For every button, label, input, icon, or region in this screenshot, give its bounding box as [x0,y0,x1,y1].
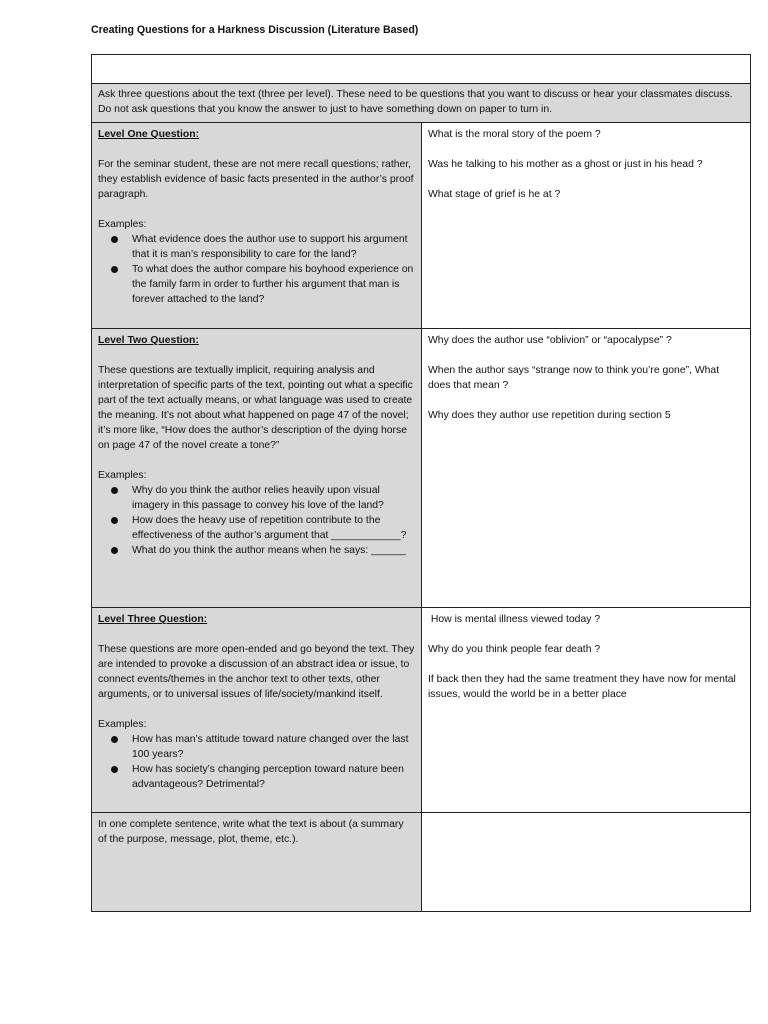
bullet-icon [111,266,118,273]
level-one-row [92,123,751,329]
level-one-prompt [92,123,422,329]
list-item [132,543,415,558]
level-three-answers[interactable] [422,608,751,813]
level-three-answer-2: Why do you think people fear death ? [428,644,601,655]
example-text: How has society’s changing perception toward nature been advantageous? Detrimental? [132,764,404,790]
level-two-answer-1: Why does the author use “oblivion” or “apocalypse” ? [428,335,672,346]
bullet-icon [111,547,118,554]
list-item [132,262,415,307]
level-three-answer-1: How is mental illness viewed today ? [428,614,601,625]
bullet-icon [111,736,118,743]
level-one-examples [98,232,415,307]
example-text: What do you think the author means when he says: ______ [132,545,406,556]
level-two-heading: Level Two Question: [98,335,199,346]
summary-answer[interactable] [422,813,751,912]
bullet-icon [111,236,118,243]
level-two-answer-3: Why does they author use repetition during section 5 [428,410,671,421]
summary-row [92,813,751,912]
bullet-icon [111,487,118,494]
level-two-examples-label: Examples: [98,470,147,481]
list-item [132,513,415,543]
example-text: To what does the author compare his boyhood experience on the family farm in order to further his argument that man is forever attached to the land? [132,264,414,305]
name-field[interactable] [92,55,751,84]
example-text: What evidence does the author use to support his argument that it is man’s responsibility to care for the land? [132,234,408,260]
level-three-prompt [92,608,422,813]
level-three-examples-label: Examples: [98,719,147,730]
level-one-examples-label: Examples: [98,219,147,230]
level-two-examples [98,483,415,558]
list-item [132,762,415,792]
level-one-heading: Level One Question: [98,129,200,140]
list-item [132,483,415,513]
level-one-answer-1: What is the moral story of the poem ? [428,129,601,140]
level-three-examples [98,732,415,792]
example-text: How has man’s attitude toward nature changed over the last 100 years? [132,734,409,760]
level-two-description: These questions are textually implicit, requiring analysis and interpretation of specific parts of the text, pointing out what a specific part of the text actually means, or what language was used to create the meaning. It’s not about what happened on page 47 of the novel; it’s more like, “How does the author’s description of the dying horse on page 47 of the novel create a tone?” [98,365,413,451]
level-three-heading: Level Three Question: [98,614,208,625]
level-two-answer-2: When the author says “strange now to think you’re gone”, What does that mean ? [428,365,720,391]
level-two-answers[interactable] [422,329,751,608]
level-three-row [92,608,751,813]
level-one-answers[interactable] [422,123,751,329]
level-two-prompt [92,329,422,608]
summary-prompt: In one complete sentence, write what the text is about (a summary of the purpose, message, plot, theme, etc.). [92,813,422,912]
list-item [132,732,415,762]
example-text: How does the heavy use of repetition contribute to the effectiveness of the author’s argument that ____________? [132,515,407,541]
instructions-row [92,84,751,123]
name-row [92,55,751,84]
example-text: Why do you think the author relies heavily upon visual imagery in this passage to convey his love of the land? [132,485,384,511]
list-item [132,232,415,262]
level-one-answer-3: What stage of grief is he at ? [428,189,561,200]
level-three-description: These questions are more open-ended and go beyond the text. They are intended to provoke a discussion of an abstract idea or issue, to connect events/themes in the anchor text to other texts, other arguments, or to universal issues of life/society/mankind itself. [98,644,415,700]
level-three-answer-3: If back then they had the same treatment they have now for mental issues, would the world be in a better place [428,674,736,700]
instructions-text: Ask three questions about the text (three per level). These need to be questions that you want to discuss or hear your classmates discuss. Do not ask questions that you know the answer to just to have something down on paper to turn in. [92,84,751,123]
level-two-row [92,329,751,608]
level-one-answer-2: Was he talking to his mother as a ghost or just in his head ? [428,159,703,170]
bullet-icon [111,766,118,773]
question-worksheet [91,54,751,912]
level-one-description: For the seminar student, these are not mere recall questions; rather, they establish evidence of basic facts presented in the author’s proof paragraph. [98,159,414,200]
bullet-icon [111,517,118,524]
document-title: Creating Questions for a Harkness Discussion (Literature Based) [91,24,419,36]
